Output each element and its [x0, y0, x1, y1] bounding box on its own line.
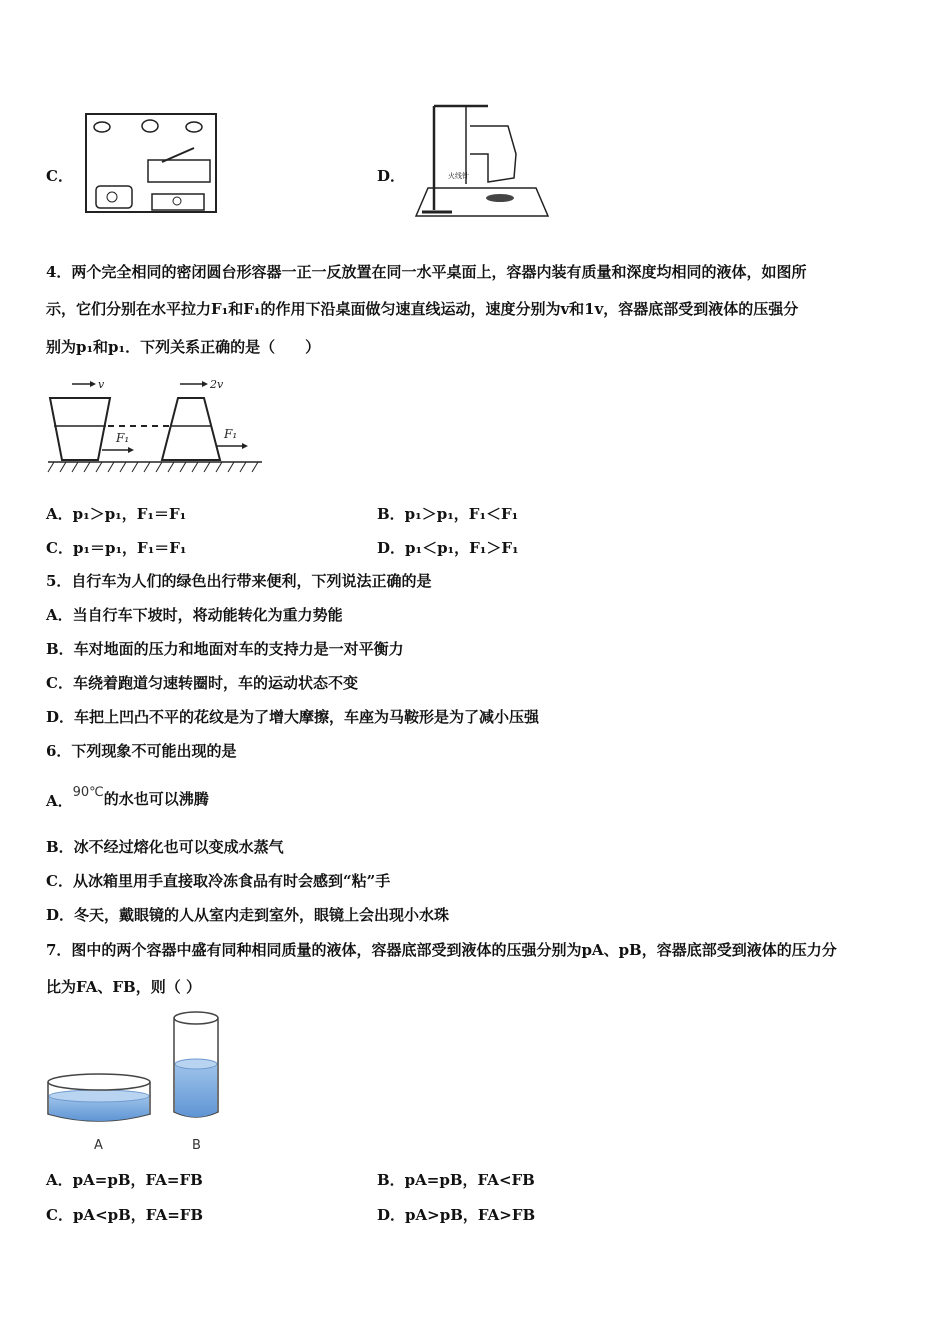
q6-stem: 6．下列现象不可能出现的是	[46, 742, 237, 760]
q3-option-c-label: C．	[46, 167, 73, 185]
q6-temperature: 90℃	[72, 785, 104, 800]
q4-stem-line-1: 4．两个完全相同的密闭圆台形容器一正一反放置在同一水平桌面上，容器内装有质量和深度均相同的液体，如图所	[46, 263, 807, 281]
q4-option-b[interactable]: B．p₁＞p₁，F₁＜F₁	[377, 505, 519, 523]
q4-option-d[interactable]: D．p₁＜p₁，F₁＞F₁	[377, 539, 519, 557]
container-b-label: B	[192, 1138, 201, 1153]
q7-stem-line-2: 比为FA、FB，则（ ）	[46, 978, 201, 996]
q4-stem-line-2: 示，它们分别在水平拉力F₁和F₁的作用下沿桌面做匀速直线运动，速度分别为v和1v，容器底部受到液体的压强分	[46, 300, 799, 318]
q4-stem-line-3: 别为p₁和p₁．下列关系正确的是（ ）	[46, 338, 321, 356]
iron-stand-apparatus	[408, 98, 553, 220]
q5-option-d[interactable]: D．车把上凹凸不平的花纹是为了增大摩擦，车座为马鞍形是为了减小压强	[46, 708, 540, 726]
q5-option-c[interactable]: C．车绕着跑道匀速转圈时，车的运动状态不变	[46, 674, 358, 692]
q3-option-d-label: D．	[377, 167, 406, 185]
container-a-label: A	[94, 1138, 103, 1153]
q7-option-b[interactable]: B．pA=pB，FA<FB	[377, 1171, 535, 1189]
q7-option-c[interactable]: C．pA<pB，FA=FB	[46, 1206, 204, 1224]
q5-option-b[interactable]: B．车对地面的压力和地面对车的支持力是一对平衡力	[46, 640, 404, 658]
q5-option-a[interactable]: A．当自行车下坡时，将动能转化为重力势能	[46, 606, 343, 624]
circuit-diagram	[82, 110, 222, 218]
q7-option-a[interactable]: A．pA=pB，FA=FB	[46, 1171, 203, 1189]
force-f2-label: F₁	[224, 427, 238, 441]
q6-option-b[interactable]: B．冰不经过熔化也可以变成水蒸气	[46, 838, 284, 856]
q4-option-a[interactable]: A．p₁＞p₁，F₁＝F₁	[46, 505, 187, 523]
force-f1-label: F₁	[116, 431, 130, 445]
q6-option-d[interactable]: D．冬天，戴眼镜的人从室内走到室外，眼镜上会出现小水珠	[46, 906, 450, 924]
q7-option-d[interactable]: D．pA>pB，FA>FB	[377, 1206, 536, 1224]
q7-stem-line-1: 7．图中的两个容器中盛有同种相同质量的液体，容器底部受到液体的压强分别为pA、pB，容器底部受到液体的压力分	[46, 941, 837, 959]
q6-option-a-label: A．	[46, 792, 73, 810]
frustum-containers-figure	[44, 374, 266, 480]
q6-option-a[interactable]	[46, 782, 209, 810]
q5-stem: 5．自行车为人们的绿色出行带来便利，下列说法正确的是	[46, 572, 432, 590]
fig-d-label: 火线针	[448, 172, 469, 180]
velocity-2v-label: 2v	[210, 378, 224, 391]
q6-option-a-text: 的水也可以沸腾	[103, 790, 209, 808]
velocity-v-label: v	[98, 378, 105, 391]
q4-option-c[interactable]: C．p₁＝p₁，F₁＝F₁	[46, 539, 187, 557]
q6-option-c[interactable]: C．从冰箱里用手直接取冷冻食品有时会感到“粘”手	[46, 872, 391, 890]
containers-a-b-figure	[44, 1010, 234, 1155]
